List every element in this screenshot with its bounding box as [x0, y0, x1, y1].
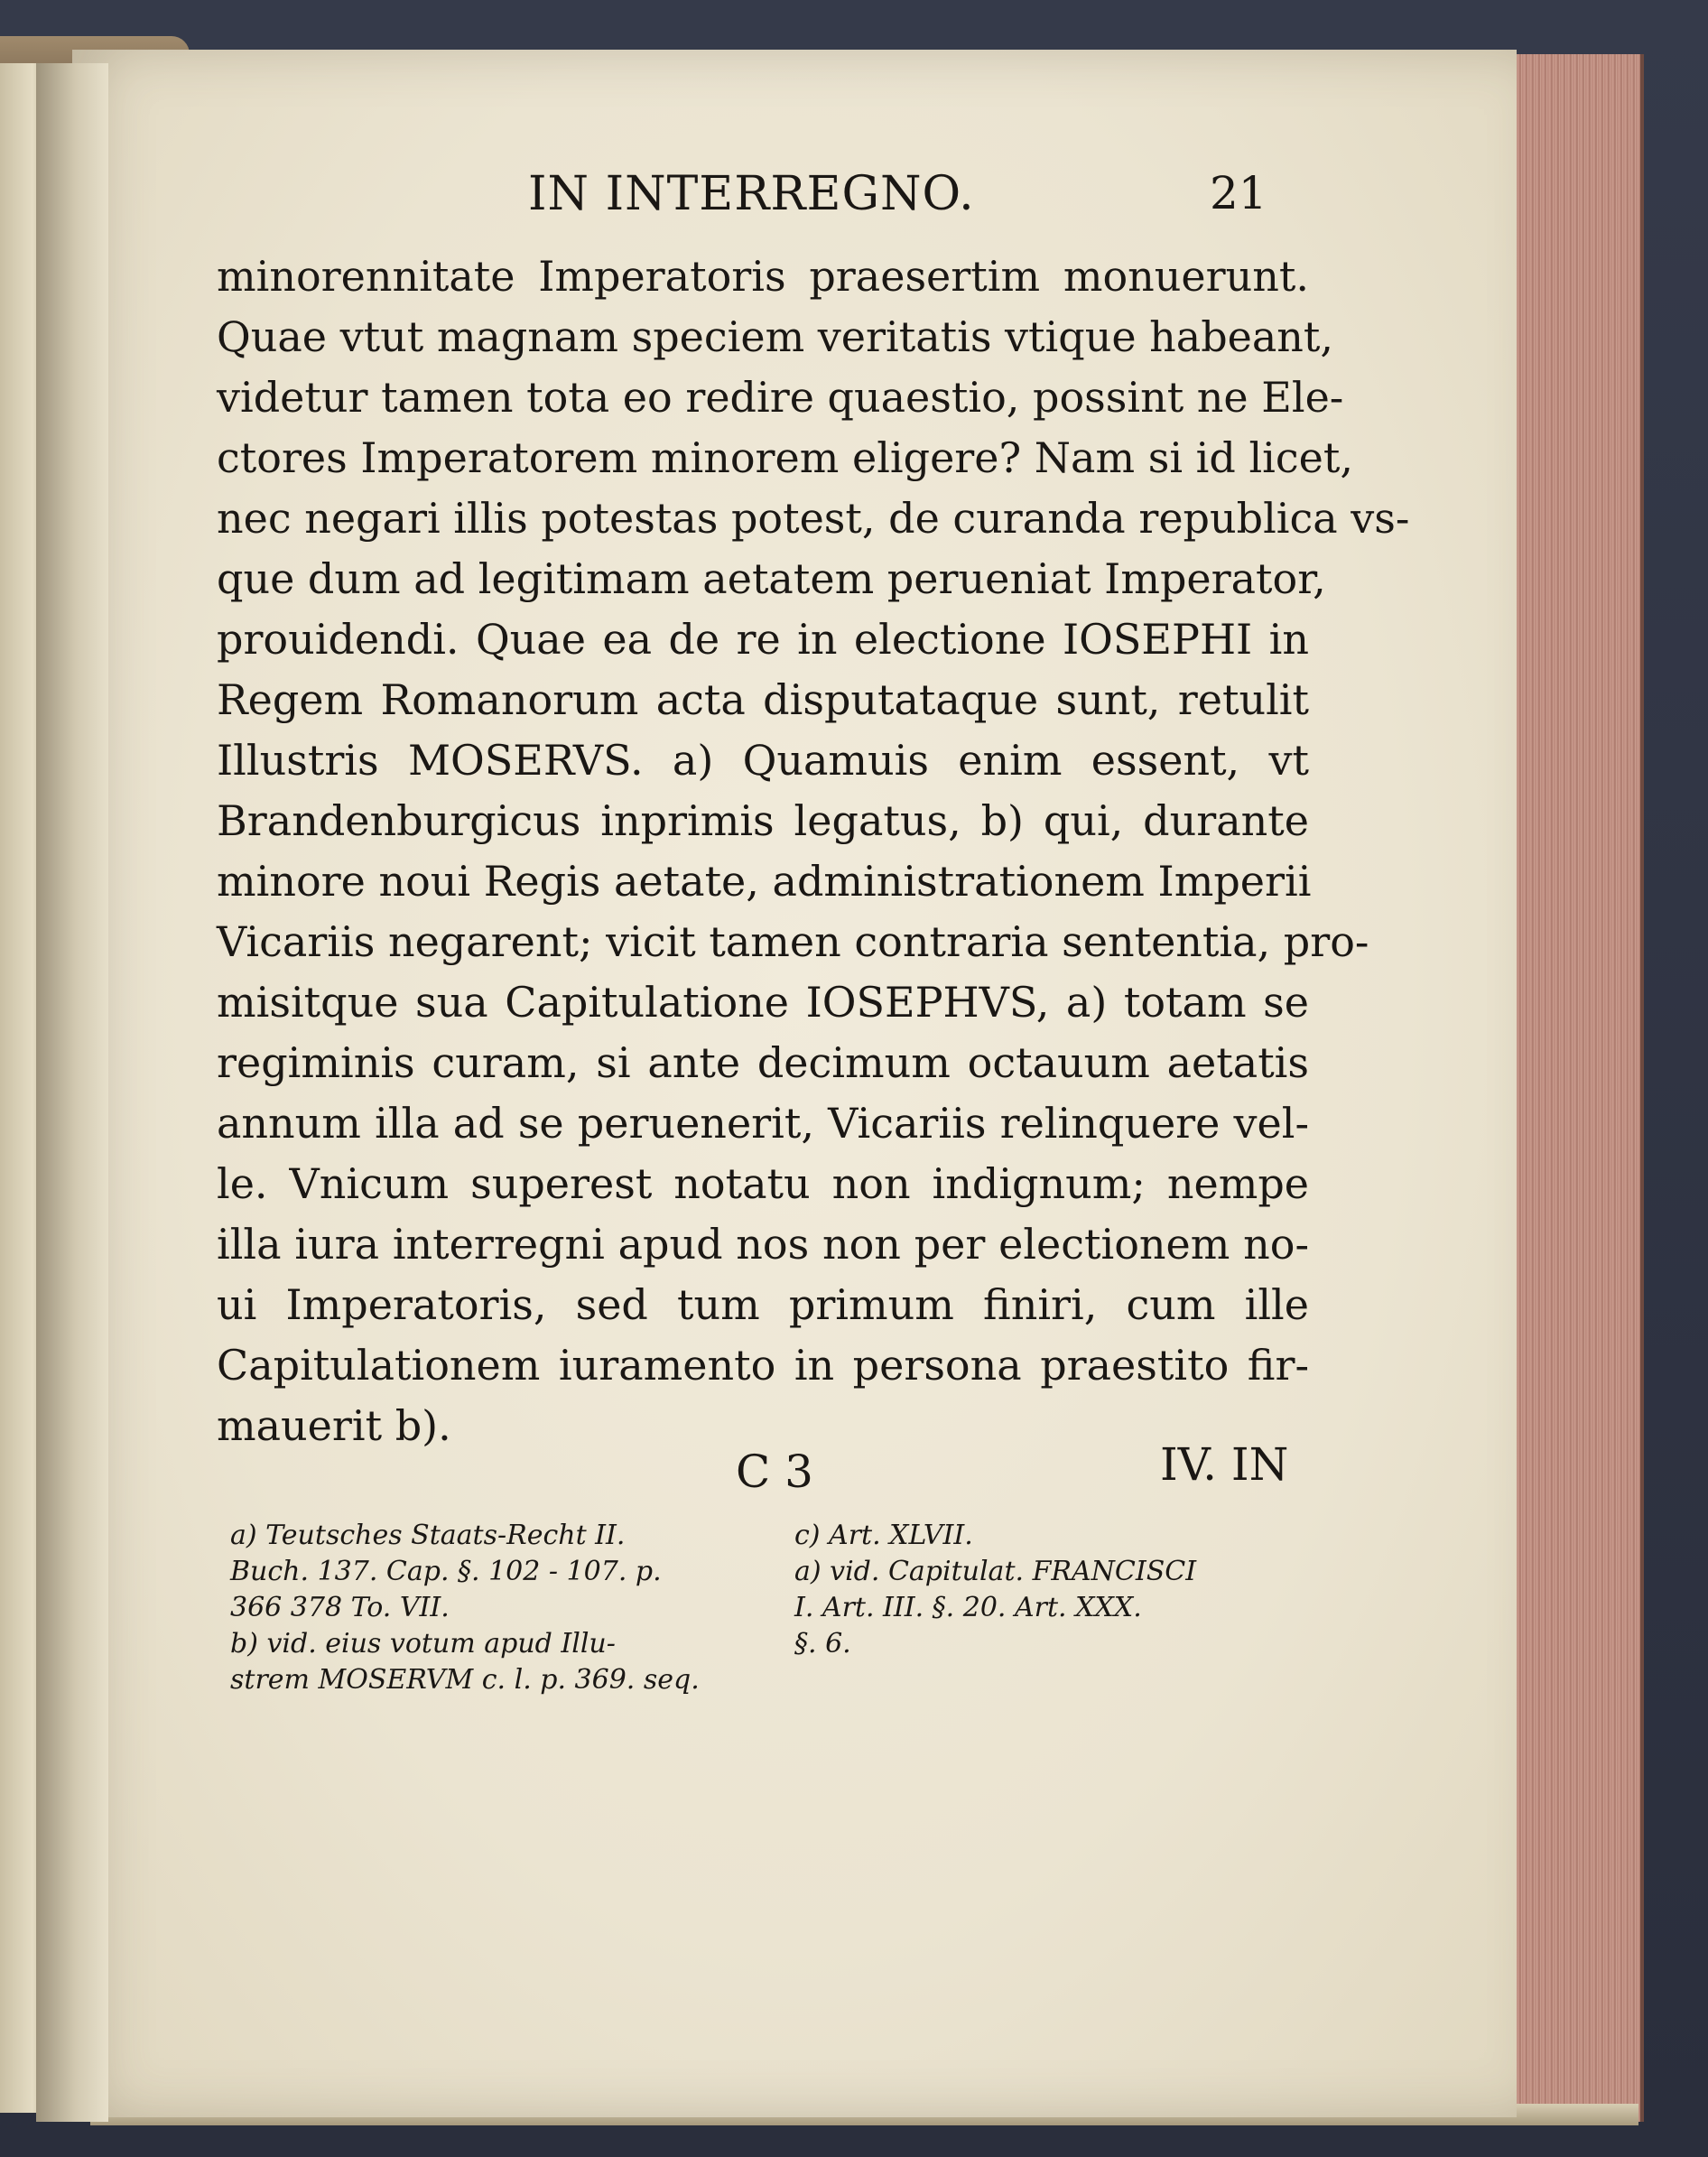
body-line: prouidendi. Quae ea de re in electione IOSEPHI in	[217, 615, 1309, 664]
body-line: annum illa ad se peruenerit, Vicariis relinquere vel-	[217, 1099, 1309, 1148]
footnote-line: a) Teutsches Staats-Recht II.	[230, 1520, 626, 1551]
footnote-line: Buch. 137. Cap. §. 102 - 107. p.	[230, 1556, 662, 1587]
body-line: ctores Imperatorem minorem eligere? Nam si id licet,	[217, 433, 1353, 482]
footnotes-left-column	[230, 1518, 736, 1698]
body-text	[217, 246, 1410, 1456]
page-header	[217, 158, 1309, 230]
body-line: regiminis curam, si ante decimum octauum aetatis	[217, 1038, 1309, 1087]
body-line: minore noui Regis aetate, administrationem Imperii	[217, 857, 1312, 906]
body-line: nec negari illis potestas potest, de curanda republica vs-	[217, 494, 1410, 543]
catchword: IV. IN	[1160, 1438, 1289, 1491]
body-line: le. Vnicum superest notatu non indignum; nempe	[217, 1159, 1309, 1208]
footnote-line: a) vid. Capitulat. FRANCISCI	[794, 1556, 1197, 1587]
footnote-line: b) vid. eius votum apud Illu-	[230, 1628, 616, 1660]
footnote-line: strem MOSERVM c. l. p. 369. seq.	[230, 1664, 700, 1696]
body-line: Vicariis negarent; vicit tamen contraria sententia, pro-	[217, 917, 1369, 966]
body-line: mauerit b).	[217, 1401, 451, 1450]
body-line: Illustris MOSERVS. a) Quamuis enim essent, vt	[217, 736, 1309, 785]
page-block-fore-edge	[1509, 54, 1644, 2122]
body-line: que dum ad legitimam aetatem perueniat Imperator,	[217, 554, 1326, 603]
body-line: Regem Romanorum acta disputataque sunt, retulit	[217, 675, 1309, 724]
footnote-line: 366 378 To. VII.	[230, 1592, 450, 1623]
footnotes-right-column	[794, 1518, 1300, 1662]
page-text-block	[217, 158, 1410, 1743]
page-gutter	[36, 63, 108, 2122]
body-line: videtur tamen tota eo redire quaestio, possint ne Ele-	[217, 373, 1344, 422]
body-line: minorennitate Imperatoris praesertim monuerunt.	[217, 252, 1309, 301]
body-line: ui Imperatoris, sed tum primum finiri, cum ille	[217, 1280, 1309, 1329]
signature-mark: C 3	[736, 1446, 813, 1498]
body-line: illa iura interregni apud nos non per electionem no-	[217, 1220, 1309, 1269]
footnote-line: I. Art. III. §. 20. Art. XXX.	[794, 1592, 1142, 1623]
signature-row	[217, 1438, 1309, 1511]
footnote-line: §. 6.	[794, 1628, 851, 1660]
footnote-line: c) Art. XLVII.	[794, 1520, 973, 1551]
body-line: Capitulationem iuramento in persona praestito fir-	[217, 1341, 1309, 1390]
body-line: misitque sua Capitulatione IOSEPHVS, a) totam se	[217, 978, 1309, 1027]
body-line: Brandenburgicus inprimis legatus, b) qui, durante	[217, 796, 1309, 845]
running-head: IN INTERREGNO.	[528, 167, 975, 221]
footnotes	[217, 1518, 1309, 1743]
page-number: 21	[1210, 167, 1267, 219]
body-line: Quae vtut magnam speciem veritatis vtique habeant,	[217, 312, 1334, 361]
